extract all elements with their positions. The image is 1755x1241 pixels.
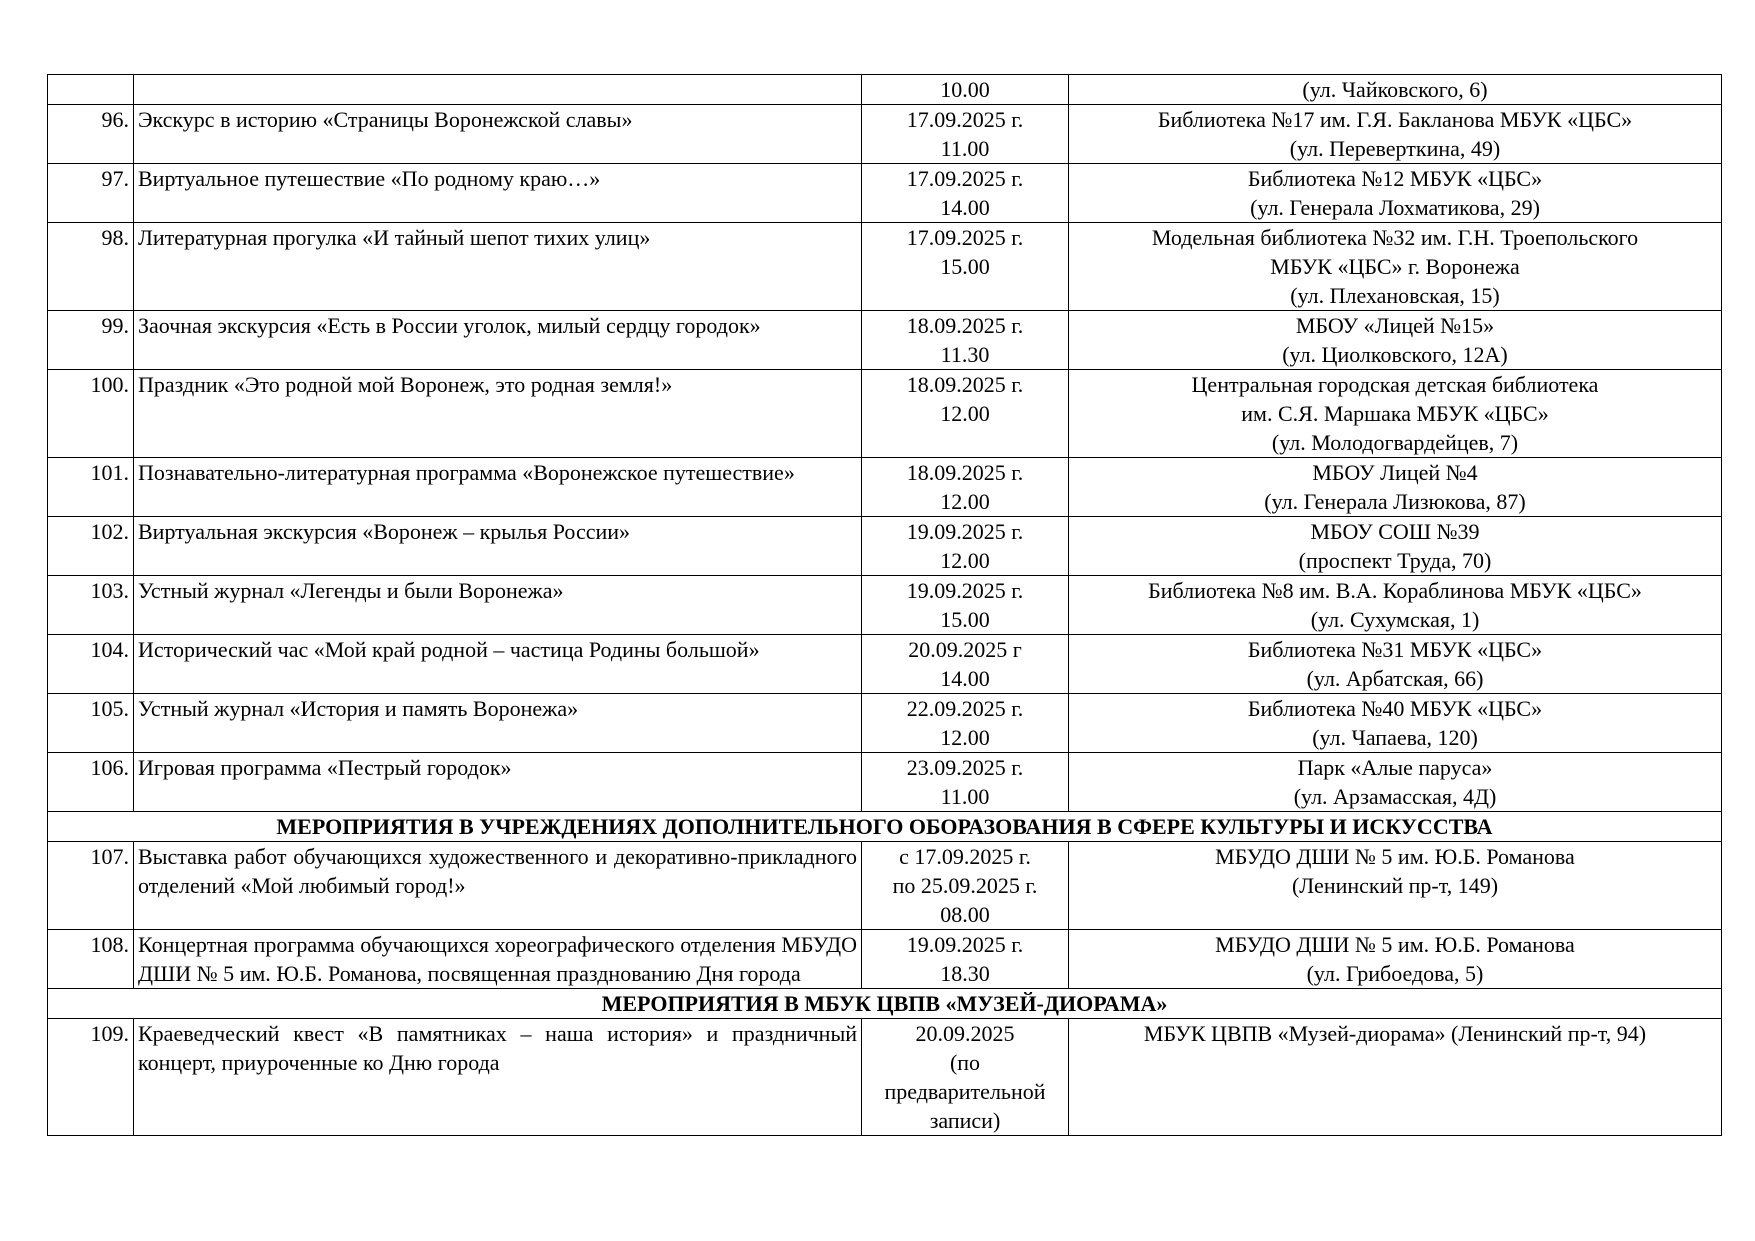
date-line: 14.00 <box>940 666 990 691</box>
table-row <box>48 842 1722 930</box>
event-title: Познавательно-литературная программа «Воронежское путешествие» <box>134 458 862 517</box>
venue-line: (ул. Молодогвардейцев, 7) <box>1271 430 1519 455</box>
event-title: Устный журнал «Легенды и были Воронежа» <box>134 576 862 635</box>
table-row <box>48 753 1722 812</box>
date-line: (по <box>949 1050 981 1075</box>
event-date-time <box>862 458 1069 517</box>
event-date-time <box>862 370 1069 458</box>
date-line: 18.30 <box>940 961 990 986</box>
date-line: 12.00 <box>940 489 990 514</box>
date-line: 19.09.2025 г. <box>906 932 1024 957</box>
table-row <box>48 576 1722 635</box>
venue-line: (ул. Арбатская, 66) <box>1306 666 1484 691</box>
table-row <box>48 370 1722 458</box>
event-title: Экскурс в историю «Страницы Воронежской славы» <box>134 105 862 164</box>
event-date-time <box>862 223 1069 311</box>
table-row <box>48 517 1722 576</box>
event-title: Краеведческий квест «В памятниках – наша история» и праздничный концерт, приуроченные ко Дню города <box>134 1019 862 1136</box>
venue-line: (ул. Грибоедова, 5) <box>1306 961 1484 986</box>
document-page <box>47 74 1721 1136</box>
section-header-row <box>48 989 1722 1019</box>
event-date-time <box>862 75 1069 105</box>
venue-line: МБУК «ЦБС» г. Воронежа <box>1270 254 1520 279</box>
date-line: 08.00 <box>940 902 990 927</box>
date-line: 15.00 <box>940 254 990 279</box>
row-number: 100. <box>48 370 134 458</box>
venue-line: (ул. Переверткина, 49) <box>1289 136 1501 161</box>
event-venue <box>1069 458 1722 517</box>
event-venue <box>1069 753 1722 812</box>
event-venue <box>1069 75 1722 105</box>
venue-line: (ул. Арзамасская, 4Д) <box>1293 784 1497 809</box>
venue-line: (ул. Сухумская, 1) <box>1310 607 1480 632</box>
date-line: 23.09.2025 г. <box>906 755 1024 780</box>
table-row <box>48 311 1722 370</box>
event-date-time <box>862 1019 1069 1136</box>
table-row <box>48 223 1722 311</box>
row-number: 106. <box>48 753 134 812</box>
venue-line: (ул. Чапаева, 120) <box>1312 725 1478 750</box>
event-title: Литературная прогулка «И тайный шепот тихих улиц» <box>134 223 862 311</box>
date-line: по 25.09.2025 г. <box>892 873 1038 898</box>
table-row <box>48 635 1722 694</box>
row-number: 101. <box>48 458 134 517</box>
table-row <box>48 105 1722 164</box>
venue-line: (Ленинский пр-т, 149) <box>1291 873 1499 898</box>
table-row <box>48 458 1722 517</box>
row-number: 102. <box>48 517 134 576</box>
date-line: 17.09.2025 г. <box>906 225 1024 250</box>
venue-line: МБУДО ДШИ № 5 им. Ю.Б. Романова <box>1215 844 1575 869</box>
section-header-row <box>48 812 1722 842</box>
event-venue <box>1069 517 1722 576</box>
event-title: Праздник «Это родной мой Воронеж, это родная земля!» <box>134 370 862 458</box>
date-line: 18.09.2025 г. <box>906 372 1024 397</box>
date-line: записи) <box>929 1108 1001 1133</box>
venue-line: Библиотека №8 им. В.А. Кораблинова МБУК «ЦБС» <box>1148 578 1642 603</box>
event-venue <box>1069 576 1722 635</box>
event-title <box>134 75 862 105</box>
event-date-time <box>862 930 1069 989</box>
venue-line: МБУК ЦВПВ «Музей-диорама» (Ленинский пр-т, 94) <box>1143 1021 1647 1046</box>
row-number: 107. <box>48 842 134 930</box>
row-number: 105. <box>48 694 134 753</box>
date-line: 11.00 <box>940 784 990 809</box>
event-date-time <box>862 576 1069 635</box>
venue-line: МБОУ СОШ №39 <box>1310 519 1480 544</box>
date-line: 17.09.2025 г. <box>906 107 1024 132</box>
date-line: 20.09.2025 <box>915 1021 1015 1046</box>
row-number: 96. <box>48 105 134 164</box>
venue-line: (ул. Плехановская, 15) <box>1290 283 1500 308</box>
event-date-time <box>862 105 1069 164</box>
date-line: предварительной <box>884 1079 1046 1104</box>
row-number: 104. <box>48 635 134 694</box>
venue-line: Модельная библиотека №32 им. Г.Н. Троепольского <box>1151 225 1639 250</box>
venue-line: (ул. Генерала Лизюкова, 87) <box>1264 489 1526 514</box>
row-number: 97. <box>48 164 134 223</box>
event-title: Устный журнал «История и память Воронежа» <box>134 694 862 753</box>
venue-line: (проспект Труда, 70) <box>1298 548 1492 573</box>
venue-line: Библиотека №40 МБУК «ЦБС» <box>1247 696 1543 721</box>
venue-line: Парк «Алые паруса» <box>1297 755 1493 780</box>
events-table <box>47 74 1722 1136</box>
row-number: 109. <box>48 1019 134 1136</box>
table-row <box>48 930 1722 989</box>
event-venue <box>1069 930 1722 989</box>
venue-line: (ул. Генерала Лохматикова, 29) <box>1250 195 1540 220</box>
date-line: 14.00 <box>940 195 990 220</box>
event-venue <box>1069 842 1722 930</box>
event-title: Игровая программа «Пестрый городок» <box>134 753 862 812</box>
table-row <box>48 75 1722 105</box>
table-row <box>48 1019 1722 1136</box>
event-date-time <box>862 842 1069 930</box>
event-venue <box>1069 370 1722 458</box>
date-line: 22.09.2025 г. <box>906 696 1024 721</box>
event-date-time <box>862 635 1069 694</box>
event-venue <box>1069 1019 1722 1136</box>
section-heading: МЕРОПРИЯТИЯ В МБУК ЦВПВ «МУЗЕЙ-ДИОРАМА» <box>48 989 1722 1019</box>
section-heading: МЕРОПРИЯТИЯ В УЧРЕЖДЕНИЯХ ДОПОЛНИТЕЛЬНОГО ОБОРАЗОВАНИЯ В СФЕРЕ КУЛЬТУРЫ И ИСКУССТВА <box>48 812 1722 842</box>
date-line: 11.00 <box>940 136 990 161</box>
venue-line: (ул. Чайковского, 6) <box>1302 77 1488 102</box>
event-date-time <box>862 517 1069 576</box>
date-line: 12.00 <box>940 401 990 426</box>
event-title: Виртуальная экскурсия «Воронеж – крылья России» <box>134 517 862 576</box>
row-number <box>48 75 134 105</box>
event-date-time <box>862 164 1069 223</box>
venue-line: МБОУ Лицей №4 <box>1312 460 1478 485</box>
venue-line: Библиотека №31 МБУК «ЦБС» <box>1247 637 1543 662</box>
event-venue <box>1069 311 1722 370</box>
event-title: Выставка работ обучающихся художественного и декоративно-прикладного отделений «Мой любимый город!» <box>134 842 862 930</box>
date-line: 11.30 <box>940 342 990 367</box>
event-title: Виртуальное путешествие «По родному краю…» <box>134 164 862 223</box>
date-line: 17.09.2025 г. <box>906 166 1024 191</box>
date-line: 20.09.2025 г <box>908 637 1022 662</box>
event-venue <box>1069 694 1722 753</box>
date-line: 10.00 <box>940 77 990 102</box>
event-venue <box>1069 635 1722 694</box>
row-number: 108. <box>48 930 134 989</box>
date-line: 18.09.2025 г. <box>906 460 1024 485</box>
venue-line: Библиотека №12 МБУК «ЦБС» <box>1247 166 1543 191</box>
date-line: 19.09.2025 г. <box>906 519 1024 544</box>
event-venue <box>1069 223 1722 311</box>
event-date-time <box>862 694 1069 753</box>
event-title: Заочная экскурсия «Есть в России уголок, милый сердцу городок» <box>134 311 862 370</box>
date-line: 12.00 <box>940 725 990 750</box>
venue-line: Центральная городская детская библиотека <box>1191 372 1599 397</box>
event-date-time <box>862 311 1069 370</box>
venue-line: МБУДО ДШИ № 5 им. Ю.Б. Романова <box>1215 932 1575 957</box>
date-line: 12.00 <box>940 548 990 573</box>
table-row <box>48 164 1722 223</box>
venue-line: МБОУ «Лицей №15» <box>1295 313 1495 338</box>
date-line: 19.09.2025 г. <box>906 578 1024 603</box>
row-number: 103. <box>48 576 134 635</box>
venue-line: Библиотека №17 им. Г.Я. Бакланова МБУК «ЦБС» <box>1157 107 1633 132</box>
event-title: Исторический час «Мой край родной – частица Родины большой» <box>134 635 862 694</box>
date-line: с 17.09.2025 г. <box>899 844 1031 869</box>
event-venue <box>1069 105 1722 164</box>
row-number: 98. <box>48 223 134 311</box>
table-row <box>48 694 1722 753</box>
event-date-time <box>862 753 1069 812</box>
event-venue <box>1069 164 1722 223</box>
row-number: 99. <box>48 311 134 370</box>
venue-line: (ул. Циолковского, 12А) <box>1282 342 1508 367</box>
date-line: 15.00 <box>940 607 990 632</box>
venue-line: им. С.Я. Маршака МБУК «ЦБС» <box>1241 401 1549 426</box>
event-title: Концертная программа обучающихся хореографического отделения МБУДО ДШИ № 5 им. Ю.Б. Романова, посвященная празднованию Дня города <box>134 930 862 989</box>
date-line: 18.09.2025 г. <box>906 313 1024 338</box>
